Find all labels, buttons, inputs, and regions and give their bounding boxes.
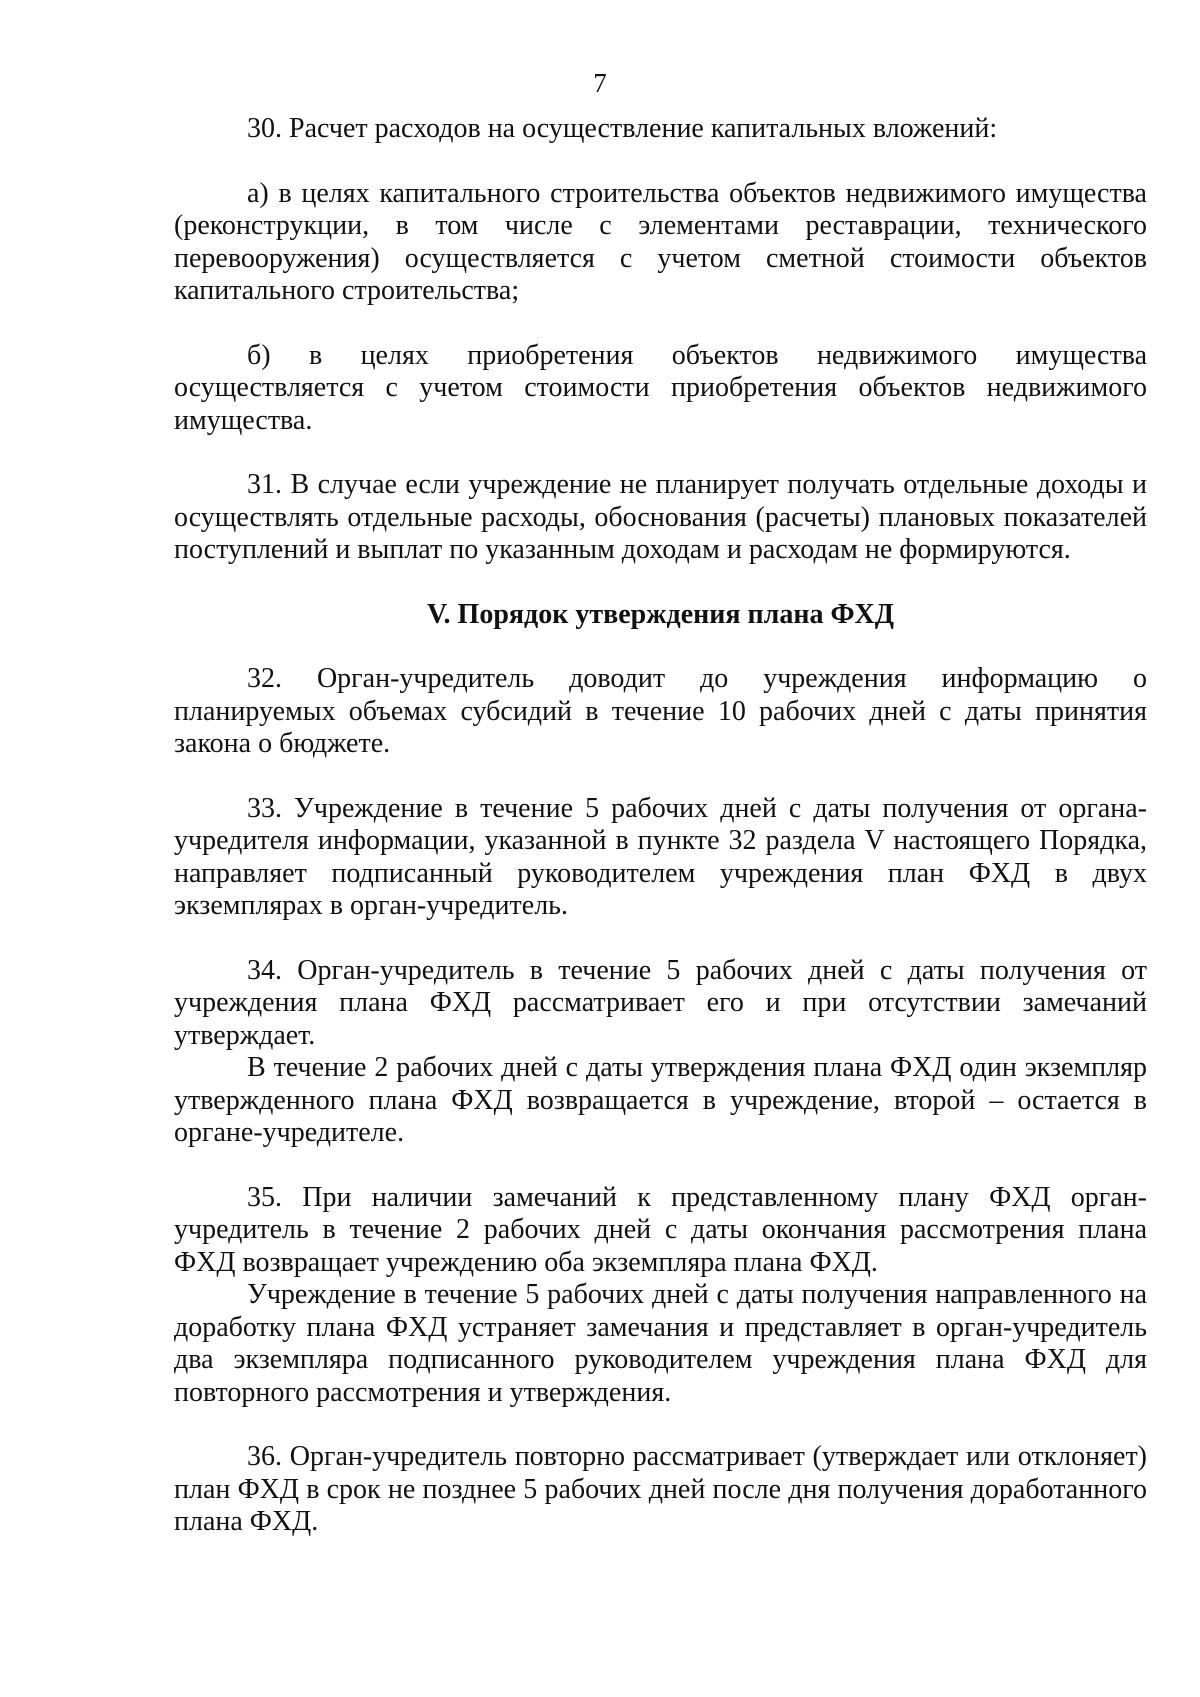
paragraph-32: 32. Орган-учредитель доводит до учреждения информацию о планируемых объемах субсидий в течение 10 рабочих дней с даты принятия закона о бюджете. <box>174 663 1147 759</box>
document-body <box>174 113 1147 1539</box>
paragraph-30-b: б) в целях приобретения объектов недвижимого имущества осуществляется с учетом стоимости приобретения объектов недвижимого имущества. <box>174 339 1147 436</box>
paragraph-31: 31. В случае если учреждение не планирует получать отдельные доходы и осуществлять отдельные расходы, обоснования (расчеты) плановых показателей поступлений и выплат по указанным доходам и расходам не формируются. <box>174 469 1147 565</box>
paragraph-34: 34. Орган-учредитель в течение 5 рабочих дней с даты получения от учреждения плана ФХД рассматривает его и при отсутствии замечаний утверждает. <box>174 954 1147 1051</box>
paragraph-30-a: а) в целях капитального строительства объектов недвижимого имущества (реконструкции, в том числе с элементами реставрации, технического перевооружения) осуществляется с учетом сметной стоимости объектов капитального строительства; <box>174 177 1147 306</box>
paragraph-34-continuation: В течение 2 рабочих дней с даты утверждения плана ФХД один экземпляр утвержденного плана ФХД возвращается в учреждение, второй – остается в органе-учредителе. <box>174 1052 1147 1148</box>
paragraph-35: 35. При наличии замечаний к представленному плану ФХД орган-учредитель в течение 2 рабочих дней с даты окончания рассмотрения плана ФХД возвращает учреждению оба экземпляра плана ФХД. <box>174 1181 1147 1278</box>
paragraph-33: 33. Учреждение в течение 5 рабочих дней с даты получения от органа-учредителя информации, указанной в пункте 32 раздела V настоящего Порядка, направляет подписанный руководителем учреждения план ФХД в двух экземплярах в орган-учредитель. <box>174 792 1147 921</box>
page-number: 7 <box>593 68 607 98</box>
paragraph-36: 36. Орган-учредитель повторно рассматривает (утверждает или отклоняет) план ФХД в срок не позднее 5 рабочих дней после дня получения доработанного плана ФХД. <box>174 1441 1147 1537</box>
section-heading: V. Порядок утверждения плана ФХД <box>426 598 895 630</box>
paragraph-30: 30. Расчет расходов на осуществление капитальных вложений: <box>247 113 998 144</box>
paragraph-35-continuation: Учреждение в течение 5 рабочих дней с даты получения направленного на доработку плана ФХД устраняет замечания и представляет в орган-учредитель два экземпляра подписанного руководителем учреждения плана ФХД для повторного рассмотрения и утверждения. <box>174 1279 1147 1408</box>
